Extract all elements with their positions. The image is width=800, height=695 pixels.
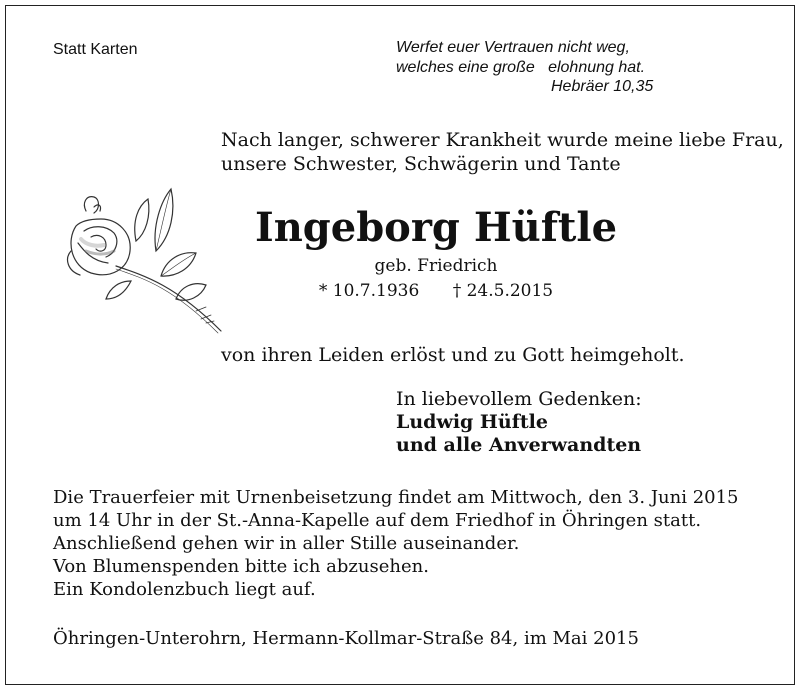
details-line: Die Trauerfeier mit Urnenbeisetzung findet am Mittwoch, den 3. Juni 2015	[53, 487, 739, 508]
death-date: † 24.5.2015	[452, 281, 554, 301]
statt-karten-label: Statt Karten	[53, 41, 138, 58]
deceased-name: Ingeborg Hüftle	[254, 204, 618, 251]
signer-relatives: und alle Anverwandten	[396, 434, 642, 456]
intro-line-1: Nach langer, schwerer Krankheit wurde meine liebe Frau,	[221, 129, 784, 151]
verse-reference: Hebräer 10,35	[551, 78, 654, 95]
intro-text	[221, 128, 784, 176]
details-line: Von Blumenspenden bitte ich abzusehen.	[53, 556, 429, 577]
verse-line-1: Werfet euer Vertrauen nicht weg,	[396, 39, 630, 56]
details-line: um 14 Uhr in der St.-Anna-Kapelle auf dem Friedhof in Öhringen statt.	[53, 510, 702, 531]
closing-text: von ihren Leiden erlöst und zu Gott heimgeholt.	[221, 344, 685, 366]
intro-line-2: unsere Schwester, Schwägerin und Tante	[221, 153, 621, 175]
obituary-notice	[5, 5, 795, 685]
life-dates	[6, 281, 796, 301]
details-line: Anschließend gehen wir in aller Stille auseinander.	[53, 533, 520, 554]
gedenken-label: In liebevollem Gedenken:	[396, 388, 642, 410]
funeral-details	[53, 486, 739, 601]
address-footer: Öhringen-Unterohrn, Hermann-Kollmar-Straße 84, im Mai 2015	[53, 628, 639, 649]
verse-line-2: welches eine große elohnung hat.	[396, 59, 646, 76]
details-line: Ein Kondolenzbuch liegt auf.	[53, 579, 316, 600]
bible-verse	[396, 38, 645, 78]
maiden-name: geb. Friedrich	[374, 256, 498, 276]
signer-primary: Ludwig Hüftle	[396, 411, 548, 433]
birth-date: * 10.7.1936	[318, 281, 420, 301]
